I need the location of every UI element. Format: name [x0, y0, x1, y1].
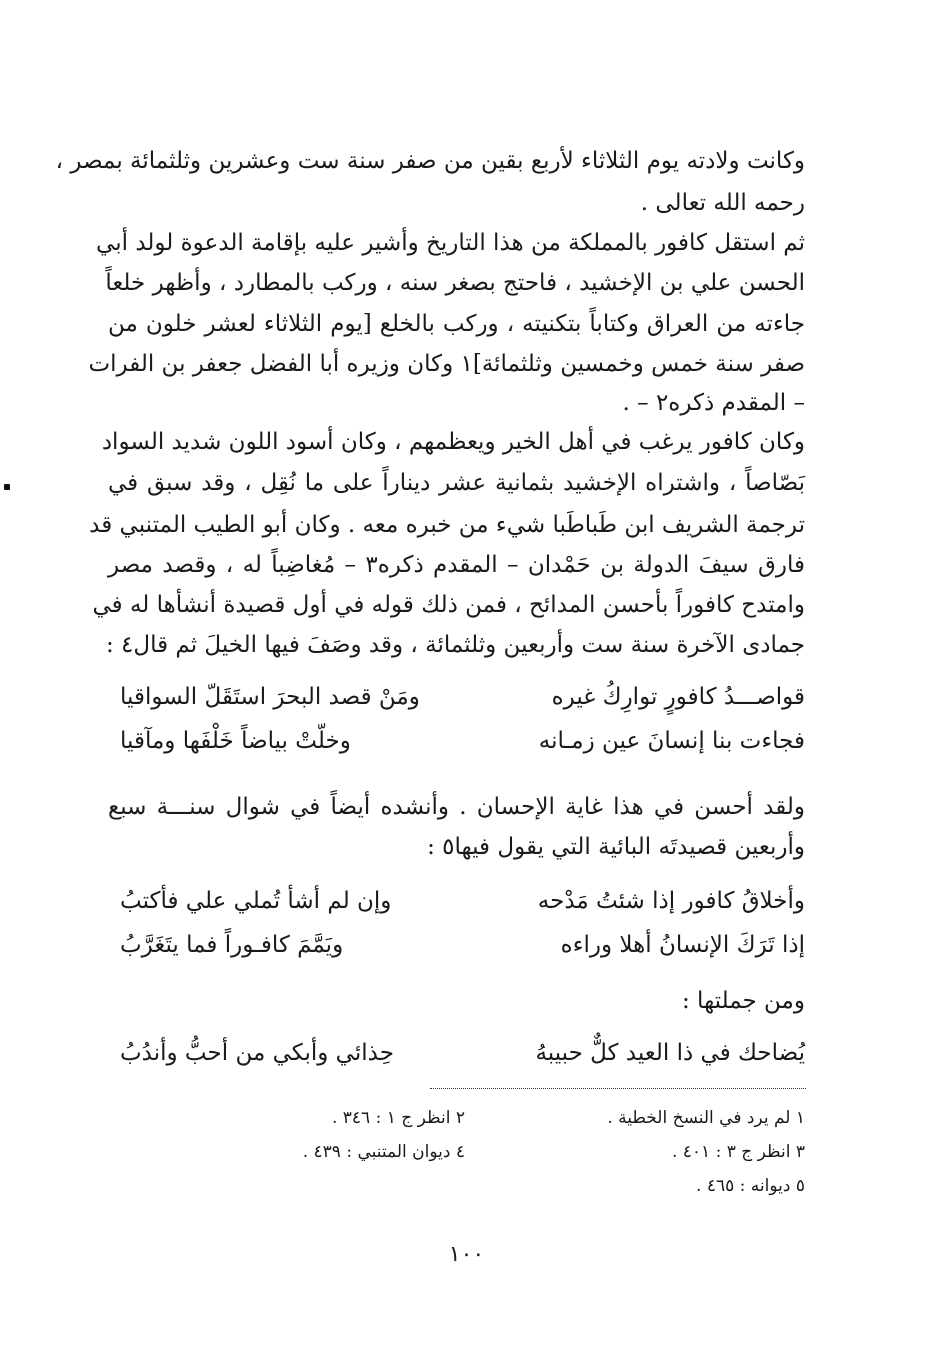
footnote: ٤ ديوان المتنبي : ٤٣٩ .: [302, 1142, 465, 1162]
paragraph-line: جمادى الآخرة سنة ست وأربعين وثلثمائة ، وقد وصَفَ فيها الخيلَ ثم قال٤ :: [105, 632, 805, 658]
paragraph-line: وكانت ولادته يوم الثلاثاء لأربع بقين من صفر سنة ست وعشرين وثلثمائة بمصر ،: [55, 148, 805, 174]
verse-second-hemistich: حِذائي وأبكي من أحبُّ وأندُبُ: [120, 1040, 394, 1066]
scan-mark: [4, 484, 10, 490]
footnote: ١ لم يرد في النسخ الخطية .: [607, 1108, 805, 1128]
paragraph-line: – المقدم ذكره٢ – .: [622, 390, 805, 416]
verse-second-hemistich: وخلّتْ بياضاً خَلْفَها ومآقيا: [120, 728, 351, 754]
paragraph-line: ومن جملتها :: [682, 988, 805, 1014]
paragraph-line: ثم استقل كافور بالمملكة من هذا التاريخ وأشير عليه بإقامة الدعوة لولد أبي: [96, 230, 805, 256]
verse-first-hemistich: يُضاحك في ذا العيد كلٌّ حبيبهُ: [535, 1040, 805, 1066]
verse-line: [120, 724, 805, 758]
verse-first-hemistich: إذا تَرَكَ الإنسانُ أهلا وراءه: [560, 932, 805, 958]
verse-second-hemistich: ومَنْ قصد البحرَ استَقَلّ السواقيا: [120, 684, 420, 710]
verse-second-hemistich: وإن لم أشأ تُملي علي فأكتبُ: [120, 888, 392, 914]
paragraph-line: وكان كافور يرغب في أهل الخير ويعظمهم ، وكان أسود اللون شديد السواد: [101, 429, 805, 455]
verse-first-hemistich: فجاءت بنا إنسانَ عين زمـانه: [538, 728, 805, 754]
paragraph-line: فارق سيفَ الدولة بن حَمْدان – المقدم ذكره٣ – مُغاضِباً له ، وقصد مصر: [108, 552, 805, 578]
page-number: ١٠٠: [448, 1242, 485, 1267]
paragraph-line: ترجمة الشريف ابن طَباطَبا شيء من خبره معه . وكان أبو الطيب المتنبي قد: [89, 512, 805, 538]
paragraph-line: وامتدح كافوراً بأحسن المدائح ، فمن ذلك قوله في أول قصيدة أنشأها له في: [92, 592, 805, 618]
verse-first-hemistich: قواصـــدُ كافورٍ توارِكُ غيره: [551, 684, 805, 710]
paragraph-line: بَصّاصاً ، واشتراه الإخشيد بثمانية عشر ديناراً على ما نُقِل ، وقد سبق في: [108, 470, 805, 496]
footnote: ٥ ديوانه : ٤٦٥ .: [696, 1176, 805, 1196]
footnote: ٣ انظر ج ٣ : ٤٠١ .: [671, 1142, 805, 1162]
verse-line: [120, 680, 805, 714]
verse-line: [120, 928, 805, 962]
footnote: ٢ انظر ج ١ : ٣٤٦ .: [331, 1108, 465, 1128]
verse-second-hemistich: ويَمَّمَ كافـوراً فما يتَغَرَّبُ: [120, 932, 344, 958]
verse-first-hemistich: وأخلاقُ كافور إذا شئتُ مَدْحه: [537, 888, 805, 914]
footnote-divider: [430, 1088, 806, 1089]
paragraph-line: وأربعين قصيدتَه البائية التي يقول فيها٥ :: [427, 834, 805, 860]
paragraph-line: ولقد أحسن في هذا غاية الإحسان . وأنشده أيضاً في شوال سنـــة سبع: [108, 794, 805, 820]
paragraph-line: جاءته من العراق وكتاباً بتكنيته ، وركب بالخلع [يوم الثلاثاء لعشر خلون من: [108, 311, 805, 337]
paragraph-line: الحسن علي بن الإخشيد ، فاحتج بصغر سنه ، وركب بالمطارد ، وأظهر خلعاً: [105, 270, 805, 296]
verse-line: [120, 1036, 805, 1070]
paragraph-line: صفر سنة خمس وخمسين وثلثمائة]١ وكان وزيره أبا الفضل جعفر بن الفرات: [88, 351, 805, 377]
paragraph-line: رحمه الله تعالى .: [640, 190, 805, 216]
verse-line: [120, 884, 805, 918]
